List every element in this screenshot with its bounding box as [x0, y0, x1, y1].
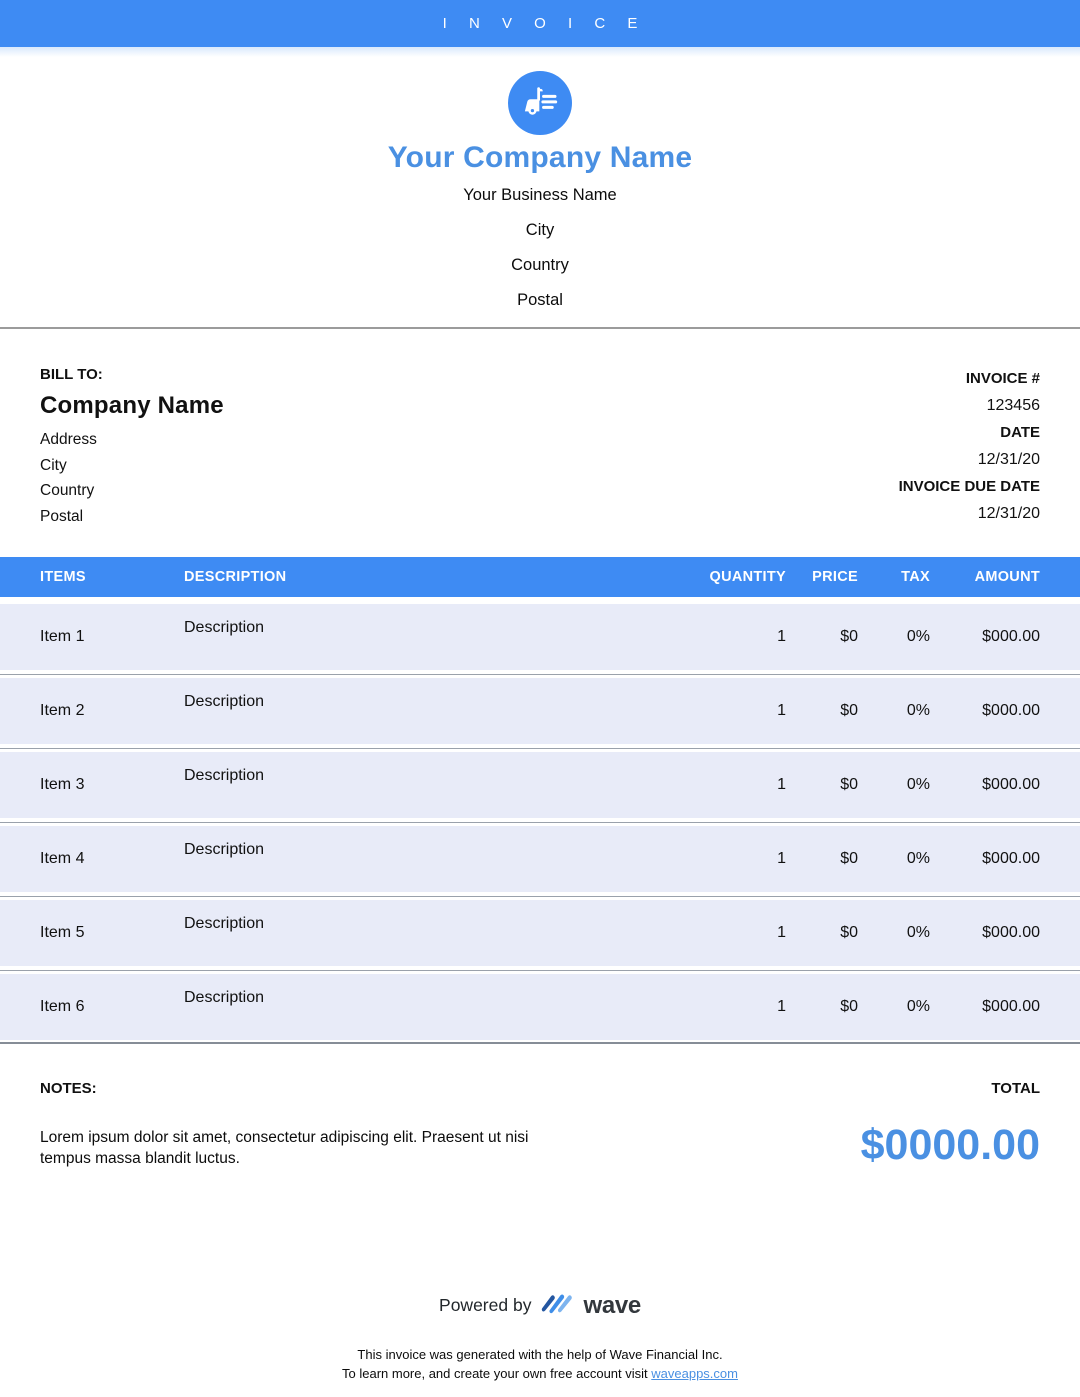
header-items: ITEMS: [40, 569, 86, 585]
tax-cell: 0%: [906, 998, 930, 1015]
item-cell: Item 6: [40, 998, 85, 1015]
table-row: [0, 900, 1080, 966]
bill-to-company: Company Name: [40, 392, 224, 419]
wave-logo-icon: [540, 1288, 574, 1323]
price-cell: $0: [840, 628, 858, 645]
table-body: [0, 597, 1080, 1040]
item-cell: Item 2: [40, 702, 85, 719]
company-header: [0, 57, 1080, 309]
company-city: City: [525, 221, 555, 239]
description-cell: Description: [184, 841, 265, 858]
truck-icon: [518, 79, 562, 128]
table-row: [0, 604, 1080, 670]
amount-cell: $000.00: [982, 628, 1040, 645]
powered-by-label: Powered by: [439, 1295, 532, 1315]
amount-cell: $000.00: [982, 776, 1040, 793]
invoice-meta-block: [899, 365, 1040, 529]
price-cell: $0: [840, 850, 858, 867]
description-cell: Description: [184, 619, 265, 636]
company-details: [0, 187, 1080, 309]
item-cell: Item 1: [40, 628, 85, 645]
footer: [0, 1288, 1080, 1397]
bill-to-postal: Postal: [40, 507, 84, 525]
description-cell: Description: [184, 915, 265, 932]
footer-line2: [0, 1364, 1080, 1383]
quantity-cell: 1: [777, 628, 786, 645]
header-description: DESCRIPTION: [184, 569, 287, 585]
invoice-number-label: INVOICE #: [965, 370, 1040, 387]
header-tax: TAX: [901, 569, 930, 585]
quantity-cell: 1: [777, 776, 786, 793]
table-row: [0, 974, 1080, 1040]
tax-cell: 0%: [906, 776, 930, 793]
wave-wordmark: wave: [583, 1291, 641, 1319]
footer-disclaimer: [0, 1345, 1080, 1383]
table-row: [0, 826, 1080, 892]
tax-cell: 0%: [906, 628, 930, 645]
quantity-cell: 1: [777, 924, 786, 941]
price-cell: $0: [840, 702, 858, 719]
items-table: [0, 557, 1080, 1044]
invoice-title: I N V O I C E: [442, 15, 647, 32]
invoice-title-bar: [0, 0, 1080, 47]
company-name: Your Company Name: [387, 141, 693, 174]
invoice-date-label: DATE: [1000, 424, 1040, 441]
price-cell: $0: [840, 776, 858, 793]
table-row: [0, 678, 1080, 744]
billing-section: [0, 329, 1080, 529]
company-postal: Postal: [517, 291, 563, 309]
description-cell: Description: [184, 767, 265, 784]
quantity-cell: 1: [777, 850, 786, 867]
business-name: Your Business Name: [463, 186, 617, 204]
invoice-due-date-label: INVOICE DUE DATE: [898, 478, 1040, 495]
header-quantity: QUANTITY: [709, 569, 786, 585]
powered-by-row: [0, 1288, 1080, 1323]
footer-line2-text: To learn more, and create your own free account visit: [342, 1366, 652, 1381]
bill-to-country: Country: [40, 482, 95, 499]
invoice-date-value: 12/31/20: [977, 451, 1040, 468]
item-cell: Item 4: [40, 850, 85, 867]
topbar-fade: [0, 47, 1080, 57]
footer-line1: This invoice was generated with the help of Wave Financial Inc.: [357, 1347, 723, 1362]
bill-to-address-lines: [40, 427, 224, 529]
total-amount: $0000.00: [860, 1121, 1040, 1169]
total-block: [861, 1079, 1040, 1170]
amount-cell: $000.00: [982, 924, 1040, 941]
amount-cell: $000.00: [982, 702, 1040, 719]
description-cell: Description: [184, 989, 265, 1006]
header-price: PRICE: [812, 569, 858, 585]
item-cell: Item 3: [40, 776, 85, 793]
price-cell: $0: [840, 924, 858, 941]
quantity-cell: 1: [777, 998, 786, 1015]
bill-to-label: BILL TO:: [40, 366, 103, 383]
tax-cell: 0%: [906, 702, 930, 719]
notes-total-section: [0, 1044, 1080, 1170]
quantity-cell: 1: [777, 702, 786, 719]
notes-label: NOTES:: [40, 1080, 97, 1097]
bill-to-city: City: [40, 456, 67, 474]
amount-cell: $000.00: [982, 850, 1040, 867]
waveapps-link[interactable]: waveapps.com: [651, 1366, 738, 1381]
tax-cell: 0%: [906, 850, 930, 867]
table-row: [0, 752, 1080, 818]
company-country: Country: [511, 256, 569, 274]
bill-to-block: [40, 365, 224, 529]
invoice-number-value: 123456: [986, 397, 1040, 414]
notes-text: Lorem ipsum dolor sit amet, consectetur adipiscing elit. Praesent ut nisi tempus massa blandit luctus.: [40, 1129, 529, 1167]
table-header-row: [0, 557, 1080, 597]
amount-cell: $000.00: [982, 998, 1040, 1015]
notes-block: [40, 1079, 560, 1170]
company-logo: [508, 71, 572, 135]
price-cell: $0: [840, 998, 858, 1015]
item-cell: Item 5: [40, 924, 85, 941]
invoice-due-date-value: 12/31/20: [977, 505, 1040, 522]
description-cell: Description: [184, 693, 265, 710]
tax-cell: 0%: [906, 924, 930, 941]
bill-to-address: Address: [40, 431, 97, 448]
total-label: TOTAL: [991, 1080, 1040, 1097]
header-amount: AMOUNT: [974, 569, 1040, 585]
